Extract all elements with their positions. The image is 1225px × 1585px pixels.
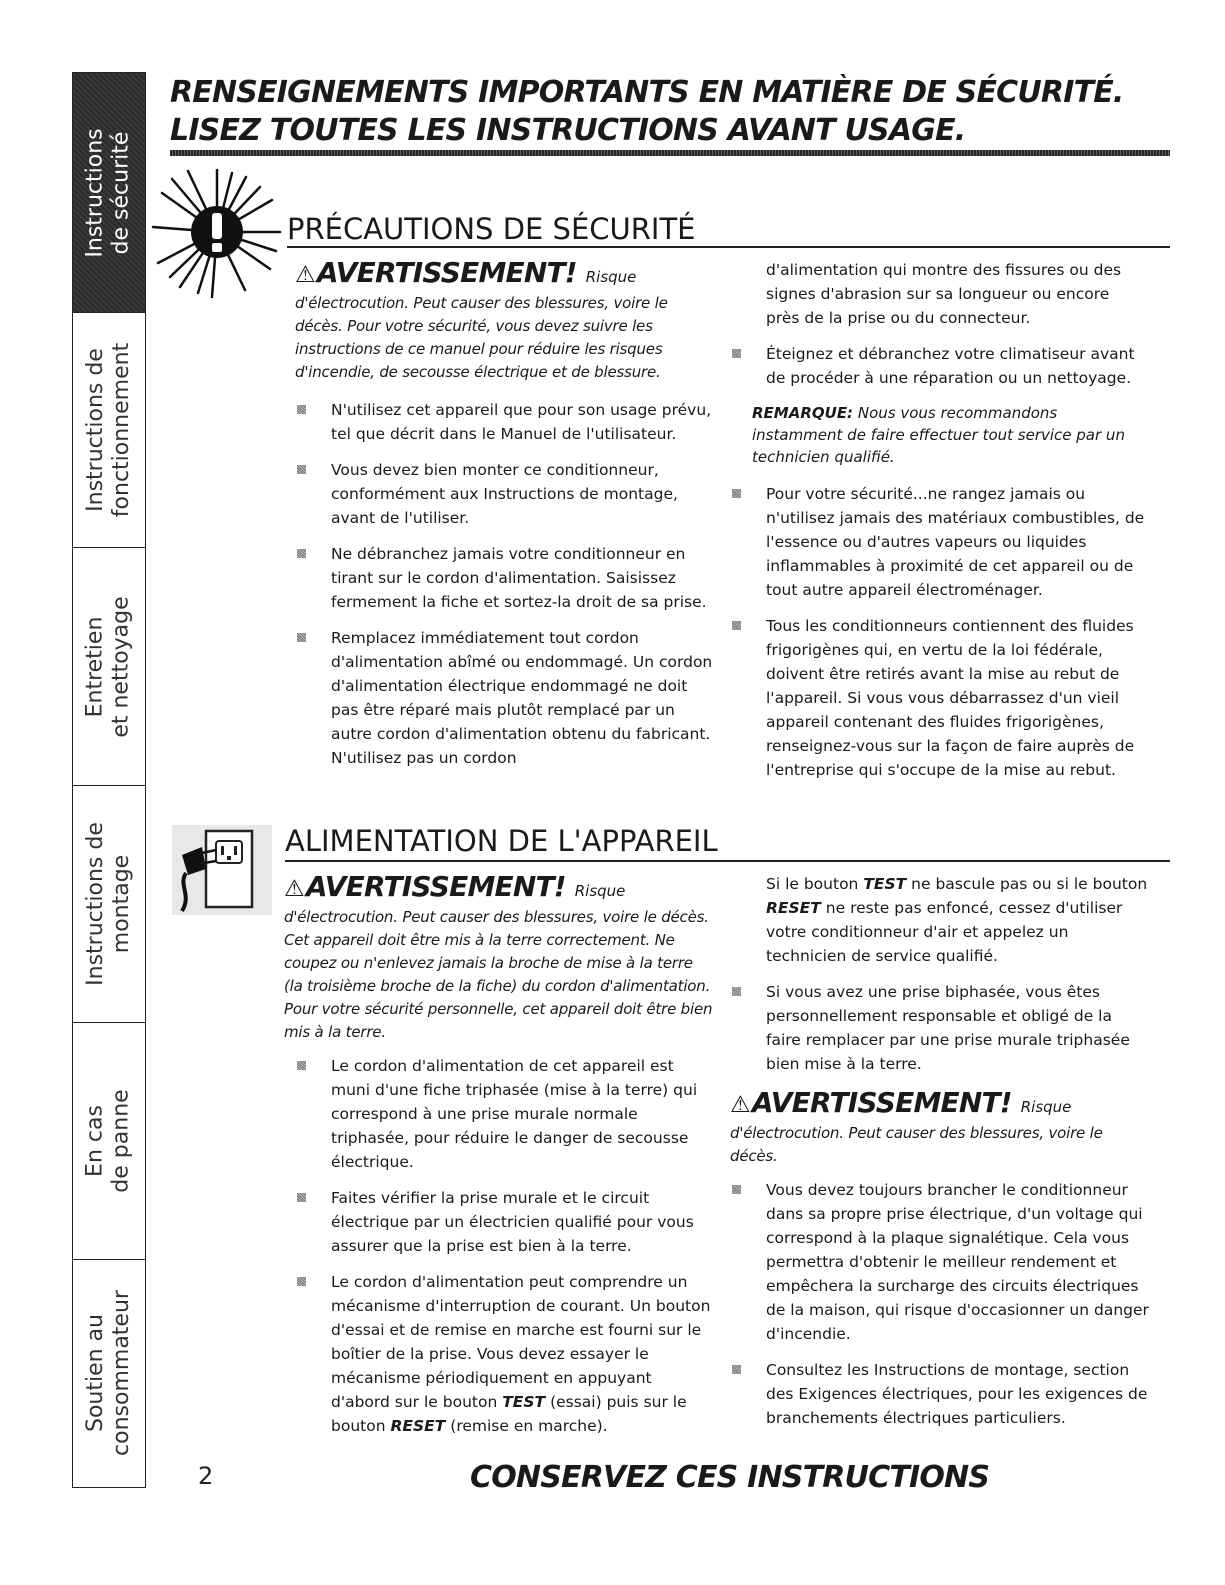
warning-risk: Risque	[574, 882, 626, 900]
warning-text: d'électrocution. Peut causer des blessures, voire le décès. Pour votre sécurité, vous devez suivre les instructions de ce manuel pour réduire les risques d'incendie, de secousse électrique et de blessure.	[295, 294, 668, 381]
tab-installation-instructions[interactable]	[73, 786, 145, 1023]
warning-heading	[295, 258, 715, 292]
list-item: N'utilisez cet appareil que pour son usage prévu, tel que décrit dans le Manuel de l'utilisateur.	[295, 398, 715, 446]
title-divider	[170, 150, 1170, 156]
warning-word: AVERTISSEMENT!	[305, 870, 566, 903]
list-item: Si vous avez une prise biphasée, vous êtes personnellement responsable et obligé de la faire remplacer par une prise murale triphasée bien mise à la terre.	[730, 980, 1150, 1076]
section-title-power: ALIMENTATION DE L'APPAREIL	[285, 824, 718, 858]
tab-label-line1: Instructions de	[83, 822, 109, 986]
warning-burst-icon	[150, 165, 285, 300]
text-fragment: ne bascule pas ou si le bouton	[911, 875, 1148, 893]
tab-label-line1: Instructions	[83, 127, 108, 258]
note-label: REMARQUE:	[752, 404, 854, 422]
list-item: Consultez les Instructions de montage, section des Exigences électriques, pour les exigences de branchements électriques particuliers.	[730, 1358, 1150, 1430]
list-item: Éteignez et débranchez votre climatiseur avant de procéder à une réparation ou un nettoyage.	[730, 342, 1145, 390]
list-item: Faites vérifier la prise murale et le circuit électrique par un électricien qualifié pour vous assurer que la prise est bien à la terre.	[295, 1186, 714, 1258]
list-item: Le cordon d'alimentation de cet appareil est muni d'une fiche triphasée (mise à la terre) qui correspond à une prise murale normale triphasée, pour réduire le danger de secousse électrique.	[295, 1054, 714, 1174]
list-item: Ne débranchez jamais votre conditionneur en tirant sur le cordon d'alimentation. Saisissez fermement la fiche et sortez-la droit de sa prise.	[295, 542, 715, 614]
precautions-right-list-a	[730, 342, 1145, 390]
page-title-line2: LISEZ TOUTES LES INSTRUCTIONS AVANT USAGE.	[170, 113, 966, 148]
note-text: Nous vous recommandons instamment de faire effectuer tout service par un technicien qualifié.	[752, 404, 1125, 466]
tab-label-line1: Instructions de	[83, 348, 108, 512]
list-item	[295, 1270, 714, 1438]
warning-word: AVERTISSEMENT!	[751, 1086, 1012, 1119]
test-keyword: TEST	[863, 875, 907, 893]
warning-heading	[730, 1088, 1150, 1122]
tab-care-cleaning[interactable]	[73, 548, 145, 786]
warning-heading	[284, 872, 714, 906]
list-item-text: (remise en marche).	[450, 1417, 608, 1435]
continuation-text: d'alimentation qui montre des fissures ou des signes d'abrasion sur sa longueur ou encore près de la prise ou du connecteur.	[766, 261, 1122, 327]
page-title-line1: RENSEIGNEMENTS IMPORTANTS EN MATIÈRE DE SÉCURITÉ.	[170, 75, 1124, 110]
tab-label-line1: Entretien	[83, 616, 109, 717]
warning-triangle-icon: ⚠	[284, 876, 304, 902]
warning-triangle-icon: ⚠	[730, 1092, 750, 1118]
list-item: Tous les conditionneurs contiennent des fluides frigorigènes qui, en vertu de la loi fédérale, doivent être retirés avant la mise au rebut de l'appareil. Si vous vous débarrassez d'un vieil appareil contenant des fluides frigorigènes, renseignez-vous sur la façon de faire auprès de l'entreprise qui s'occupe de la mise au rebut.	[730, 614, 1145, 782]
tab-label-line1: En cas	[83, 1105, 108, 1177]
list-item-text: (essai) puis sur le bouton	[331, 1393, 687, 1435]
section-title-precautions: PRÉCAUTIONS DE SÉCURITÉ	[287, 212, 696, 246]
warning-text: d'électrocution. Peut causer des blessures, voire le décès. Cet appareil doit être mis à la terre correctement. Ne coupez ou n'enlevez jamais la broche de mise à la terre (la troisième broche de la fiche) du cordon d'alimentation. Pour votre sécurité personnelle, cet appareil doit être bien mis à la terre.	[284, 908, 713, 1041]
warning-risk: Risque	[1020, 1098, 1072, 1116]
warning-text: d'électrocution. Peut causer des blessures, voire le décès.	[730, 1124, 1103, 1165]
reset-keyword: RESET	[766, 899, 821, 917]
precautions-right-list-b	[730, 482, 1145, 782]
note	[752, 402, 1145, 468]
tab-label-line2: fonctionnement	[109, 342, 134, 518]
page-title	[170, 74, 1170, 150]
power-left-list	[295, 1054, 714, 1438]
precautions-right-column	[730, 258, 1145, 794]
footer-title: CONSERVEZ CES INSTRUCTIONS	[470, 1460, 990, 1495]
text-fragment: Si le bouton	[766, 875, 859, 893]
warning-risk: Risque	[585, 268, 637, 286]
reset-keyword: RESET	[390, 1417, 446, 1435]
section-rule-precautions	[287, 246, 1170, 248]
section-rule-power	[285, 860, 1170, 862]
power-right-list-a	[730, 980, 1150, 1076]
tab-label-line2: montage	[109, 854, 135, 954]
tab-label-line2: consommateur	[109, 1290, 135, 1456]
list-item: Remplacez immédiatement tout cordon d'alimentation abîmé ou endommagé. Un cordon d'alimentation électrique endommagé ne doit pas être réparé mais plutôt remplacé par un autre cordon d'alimentation obtenu du fabricant. N'utilisez pas un cordon	[295, 626, 715, 770]
continuation-text	[730, 872, 1150, 968]
test-keyword: TEST	[502, 1393, 546, 1411]
tab-safety-instructions[interactable]	[73, 73, 145, 313]
power-right-column	[730, 872, 1150, 1442]
tab-operating-instructions[interactable]	[73, 313, 145, 548]
tab-label-line2: de sécurité	[109, 131, 134, 254]
list-item: Vous devez bien monter ce conditionneur, conformément aux Instructions de montage, avant de l'utiliser.	[295, 458, 715, 530]
text-fragment: ne reste pas enfoncé, cessez d'utiliser votre conditionneur d'air et appelez un technicien de service qualifié.	[766, 899, 1123, 965]
page-number: 2	[198, 1462, 214, 1490]
power-plug-icon	[172, 825, 272, 915]
tab-troubleshooting[interactable]	[73, 1023, 145, 1260]
list-item: Pour votre sécurité...ne rangez jamais ou n'utilisez jamais des matériaux combustibles, de l'essence ou d'autres vapeurs ou liquides inflammables à proximité de cet appareil ou de tout autre appareil électroménager.	[730, 482, 1145, 602]
tab-consumer-support[interactable]	[73, 1260, 145, 1486]
power-right-list-b	[730, 1178, 1150, 1430]
precautions-left-list	[295, 398, 715, 770]
precautions-left-column	[295, 258, 715, 782]
list-item: Vous devez toujours brancher le conditionneur dans sa propre prise électrique, d'un voltage qui correspond à la plaque signalétique. Cela vous permettra d'obtenir le meilleur rendement et empêchera la surcharge des circuits électriques de la maison, qui risque d'occasionner un danger d'incendie.	[730, 1178, 1150, 1346]
section-sidebar	[72, 72, 146, 1488]
tab-label-line2: de panne	[109, 1089, 134, 1193]
warning-triangle-icon: ⚠	[295, 262, 315, 288]
list-item-text: Le cordon d'alimentation peut comprendre un mécanisme d'interruption de courant. Un bouton d'essai et de remise en marche est fourni sur le boîtier de la prise. Vous devez essayer le mécanisme périodiquement en appuyant d'abord sur le bouton	[331, 1273, 711, 1411]
power-left-column	[284, 872, 714, 1450]
warning-word: AVERTISSEMENT!	[316, 256, 577, 289]
tab-label-line1: Soutien au	[83, 1313, 109, 1433]
tab-label-line2: et nettoyage	[109, 595, 135, 738]
